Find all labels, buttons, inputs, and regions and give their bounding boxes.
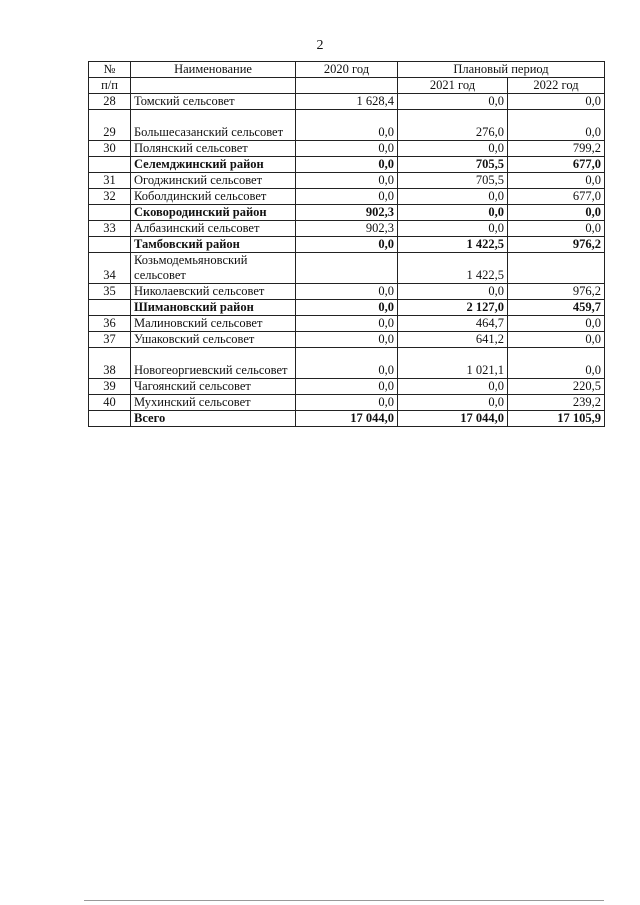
row-2021-value-cell: 0,0	[398, 141, 508, 157]
row-name-cell: Малиновский сельсовет	[131, 316, 296, 332]
row-number-cell	[89, 205, 131, 221]
row-2020-value-cell: 0,0	[296, 284, 398, 300]
row-number-cell: 36	[89, 316, 131, 332]
row-2021-value-cell: 1 422,5	[398, 253, 508, 284]
row-number-cell: 34	[89, 253, 131, 284]
row-name-cell: Албазинский сельсовет	[131, 221, 296, 237]
header-2021-cell: 2021 год	[398, 78, 508, 94]
table-row	[89, 379, 605, 395]
row-name-cell: Козьмодемьяновский сельсовет	[131, 253, 296, 284]
row-2022-value-cell: 459,7	[508, 300, 605, 316]
table-header-row-2	[89, 78, 605, 94]
table-row	[89, 348, 605, 379]
row-number-cell: 39	[89, 379, 131, 395]
row-2020-value-cell: 17 044,0	[296, 411, 398, 427]
header-plan-period-cell: Плановый период	[398, 62, 605, 78]
row-number-cell: 32	[89, 189, 131, 205]
row-2022-value-cell: 0,0	[508, 316, 605, 332]
row-2021-value-cell: 705,5	[398, 157, 508, 173]
row-2021-value-cell: 0,0	[398, 379, 508, 395]
row-name-cell: Огоджинский сельсовет	[131, 173, 296, 189]
row-number-cell: 28	[89, 94, 131, 110]
row-number-cell: 35	[89, 284, 131, 300]
table-row	[89, 332, 605, 348]
header-name-cell: Наименование	[131, 62, 296, 78]
header-2022-cell: 2022 год	[508, 78, 605, 94]
table-row	[89, 411, 605, 427]
row-2021-value-cell: 276,0	[398, 110, 508, 141]
row-name-cell: Коболдинский сельсовет	[131, 189, 296, 205]
row-name-cell: Николаевский сельсовет	[131, 284, 296, 300]
row-2020-value-cell: 0,0	[296, 189, 398, 205]
row-number-cell	[89, 411, 131, 427]
row-2020-value-cell: 0,0	[296, 173, 398, 189]
row-2022-value-cell: 677,0	[508, 189, 605, 205]
row-number-cell: 37	[89, 332, 131, 348]
row-name-cell: Большесазанский сельсовет	[131, 110, 296, 141]
page-number: 2	[316, 38, 324, 53]
row-2022-value-cell: 0,0	[508, 221, 605, 237]
row-name-cell: Всего	[131, 411, 296, 427]
table-row	[89, 284, 605, 300]
row-2020-value-cell: 0,0	[296, 237, 398, 253]
row-2021-value-cell: 705,5	[398, 173, 508, 189]
table-row	[89, 237, 605, 253]
row-2021-value-cell: 2 127,0	[398, 300, 508, 316]
row-number-cell: 29	[89, 110, 131, 141]
row-2022-value-cell: 0,0	[508, 110, 605, 141]
row-name-cell: Томский сельсовет	[131, 94, 296, 110]
row-2021-value-cell: 0,0	[398, 205, 508, 221]
row-number-cell: 30	[89, 141, 131, 157]
row-number-cell: 31	[89, 173, 131, 189]
row-name-cell: Шимановский район	[131, 300, 296, 316]
row-number-cell	[89, 157, 131, 173]
row-name-cell: Сковородинский район	[131, 205, 296, 221]
row-name-cell: Полянский сельсовет	[131, 141, 296, 157]
row-2022-value-cell: 239,2	[508, 395, 605, 411]
table-row	[89, 253, 605, 284]
row-number-cell	[89, 300, 131, 316]
row-2022-value-cell: 799,2	[508, 141, 605, 157]
table-row	[89, 221, 605, 237]
table-row	[89, 189, 605, 205]
row-number-cell: 40	[89, 395, 131, 411]
table-header-row-1	[89, 62, 605, 78]
table-row	[89, 94, 605, 110]
header-name-blank	[131, 78, 296, 94]
table-row	[89, 205, 605, 221]
row-2022-value-cell: 976,2	[508, 284, 605, 300]
row-2020-value-cell: 0,0	[296, 379, 398, 395]
row-2022-value-cell	[508, 253, 605, 284]
row-2020-value-cell: 0,0	[296, 348, 398, 379]
row-2021-value-cell: 641,2	[398, 332, 508, 348]
row-2020-value-cell: 902,3	[296, 221, 398, 237]
row-2022-value-cell: 976,2	[508, 237, 605, 253]
table-row	[89, 157, 605, 173]
table-row	[89, 316, 605, 332]
row-2020-value-cell: 0,0	[296, 332, 398, 348]
row-name-cell: Мухинский сельсовет	[131, 395, 296, 411]
row-name-cell: Чагоянский сельсовет	[131, 379, 296, 395]
table-row	[89, 173, 605, 189]
header-2020-cell: 2020 год	[296, 62, 398, 78]
table-row	[89, 141, 605, 157]
table-row	[89, 395, 605, 411]
page-bottom-rule	[84, 900, 604, 901]
row-2021-value-cell: 464,7	[398, 316, 508, 332]
row-2020-value-cell: 0,0	[296, 300, 398, 316]
table-row	[89, 300, 605, 316]
budget-table	[88, 61, 605, 427]
header-2020-blank	[296, 78, 398, 94]
row-2021-value-cell: 0,0	[398, 395, 508, 411]
row-name-cell: Тамбовский район	[131, 237, 296, 253]
row-2022-value-cell: 220,5	[508, 379, 605, 395]
row-2022-value-cell: 0,0	[508, 173, 605, 189]
row-2021-value-cell: 1 021,1	[398, 348, 508, 379]
row-number-cell	[89, 237, 131, 253]
row-2021-value-cell: 17 044,0	[398, 411, 508, 427]
row-2020-value-cell: 0,0	[296, 316, 398, 332]
row-2021-value-cell: 0,0	[398, 221, 508, 237]
row-number-cell: 33	[89, 221, 131, 237]
row-2020-value-cell: 0,0	[296, 395, 398, 411]
table-row	[89, 110, 605, 141]
row-name-cell: Новогеоргиевский сельсовет	[131, 348, 296, 379]
row-2021-value-cell: 0,0	[398, 94, 508, 110]
row-2020-value-cell: 0,0	[296, 110, 398, 141]
row-2021-value-cell: 1 422,5	[398, 237, 508, 253]
row-2022-value-cell: 677,0	[508, 157, 605, 173]
row-2020-value-cell: 0,0	[296, 141, 398, 157]
row-2021-value-cell: 0,0	[398, 284, 508, 300]
row-2020-value-cell: 0,0	[296, 157, 398, 173]
row-2022-value-cell: 0,0	[508, 332, 605, 348]
row-2022-value-cell: 17 105,9	[508, 411, 605, 427]
row-2020-value-cell	[296, 253, 398, 284]
row-2022-value-cell: 0,0	[508, 205, 605, 221]
row-name-cell: Ушаковский сельсовет	[131, 332, 296, 348]
row-2022-value-cell: 0,0	[508, 348, 605, 379]
row-2021-value-cell: 0,0	[398, 189, 508, 205]
row-name-cell: Селемджинский район	[131, 157, 296, 173]
row-2020-value-cell: 1 628,4	[296, 94, 398, 110]
header-num-cell-2: п/п	[89, 78, 131, 94]
row-2022-value-cell: 0,0	[508, 94, 605, 110]
header-num-cell: №	[89, 62, 131, 78]
row-2020-value-cell: 902,3	[296, 205, 398, 221]
row-number-cell: 38	[89, 348, 131, 379]
